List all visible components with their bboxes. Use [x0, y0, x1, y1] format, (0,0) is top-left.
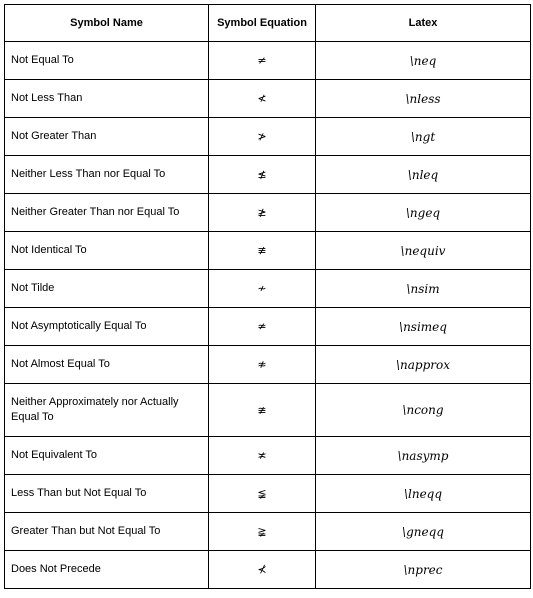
table-row: [5, 437, 531, 475]
latex-cell: \lneqq: [316, 475, 531, 513]
latex-cell: \neq: [316, 42, 531, 80]
latex-cell: \nleq: [316, 156, 531, 194]
symbol-name-cell: Neither Greater Than nor Equal To: [5, 194, 209, 232]
latex-cell: \ncong: [316, 384, 531, 437]
symbol-table: [4, 4, 531, 589]
symbol-equation-cell: ≁: [209, 270, 316, 308]
table-row: [5, 346, 531, 384]
latex-cell: \nless: [316, 80, 531, 118]
symbol-equation-cell: ≰: [209, 156, 316, 194]
symbol-equation-cell: ≮: [209, 80, 316, 118]
symbol-equation-cell: ≱: [209, 194, 316, 232]
table-row: [5, 156, 531, 194]
symbol-equation-cell: ≯: [209, 118, 316, 156]
latex-cell: \ngt: [316, 118, 531, 156]
table-row: [5, 118, 531, 156]
symbol-name-cell: Neither Approximately nor Actually Equal To: [5, 384, 209, 437]
symbol-name-cell: Not Tilde: [5, 270, 209, 308]
table-row: [5, 80, 531, 118]
table-row: [5, 513, 531, 551]
header-row: [5, 5, 531, 42]
table-row: [5, 194, 531, 232]
latex-cell: \nprec: [316, 551, 531, 589]
symbol-equation-cell: ≢: [209, 232, 316, 270]
symbol-equation-cell: ≨: [209, 475, 316, 513]
table-row: [5, 551, 531, 589]
table-row: [5, 42, 531, 80]
symbol-name-cell: Not Less Than: [5, 80, 209, 118]
latex-cell: \napprox: [316, 346, 531, 384]
table-row: [5, 308, 531, 346]
symbol-name-cell: Not Almost Equal To: [5, 346, 209, 384]
latex-cell: \nequiv: [316, 232, 531, 270]
latex-cell: \ngeq: [316, 194, 531, 232]
header-latex: Latex: [316, 5, 531, 42]
symbol-name-cell: Greater Than but Not Equal To: [5, 513, 209, 551]
header-symbol-name: Symbol Name: [5, 5, 209, 42]
latex-cell: \nasymp: [316, 437, 531, 475]
symbol-name-cell: Not Identical To: [5, 232, 209, 270]
symbol-name-cell: Not Equivalent To: [5, 437, 209, 475]
symbol-equation-cell: ≇: [209, 384, 316, 437]
symbol-equation-cell: ≩: [209, 513, 316, 551]
latex-cell: \nsimeq: [316, 308, 531, 346]
symbol-table-container: [4, 4, 531, 589]
symbol-equation-cell: ≄: [209, 308, 316, 346]
symbol-equation-cell: ≠: [209, 42, 316, 80]
latex-cell: \nsim: [316, 270, 531, 308]
header-symbol-equation: Symbol Equation: [209, 5, 316, 42]
symbol-name-cell: Does Not Precede: [5, 551, 209, 589]
table-row: [5, 384, 531, 437]
symbol-name-cell: Not Equal To: [5, 42, 209, 80]
symbol-name-cell: Not Greater Than: [5, 118, 209, 156]
symbol-equation-cell: ≭: [209, 437, 316, 475]
symbol-name-cell: Not Asymptotically Equal To: [5, 308, 209, 346]
symbol-equation-cell: ⊀: [209, 551, 316, 589]
table-row: [5, 270, 531, 308]
symbol-name-cell: Less Than but Not Equal To: [5, 475, 209, 513]
table-row: [5, 475, 531, 513]
table-row: [5, 232, 531, 270]
latex-cell: \gneqq: [316, 513, 531, 551]
symbol-equation-cell: ≉: [209, 346, 316, 384]
symbol-name-cell: Neither Less Than nor Equal To: [5, 156, 209, 194]
